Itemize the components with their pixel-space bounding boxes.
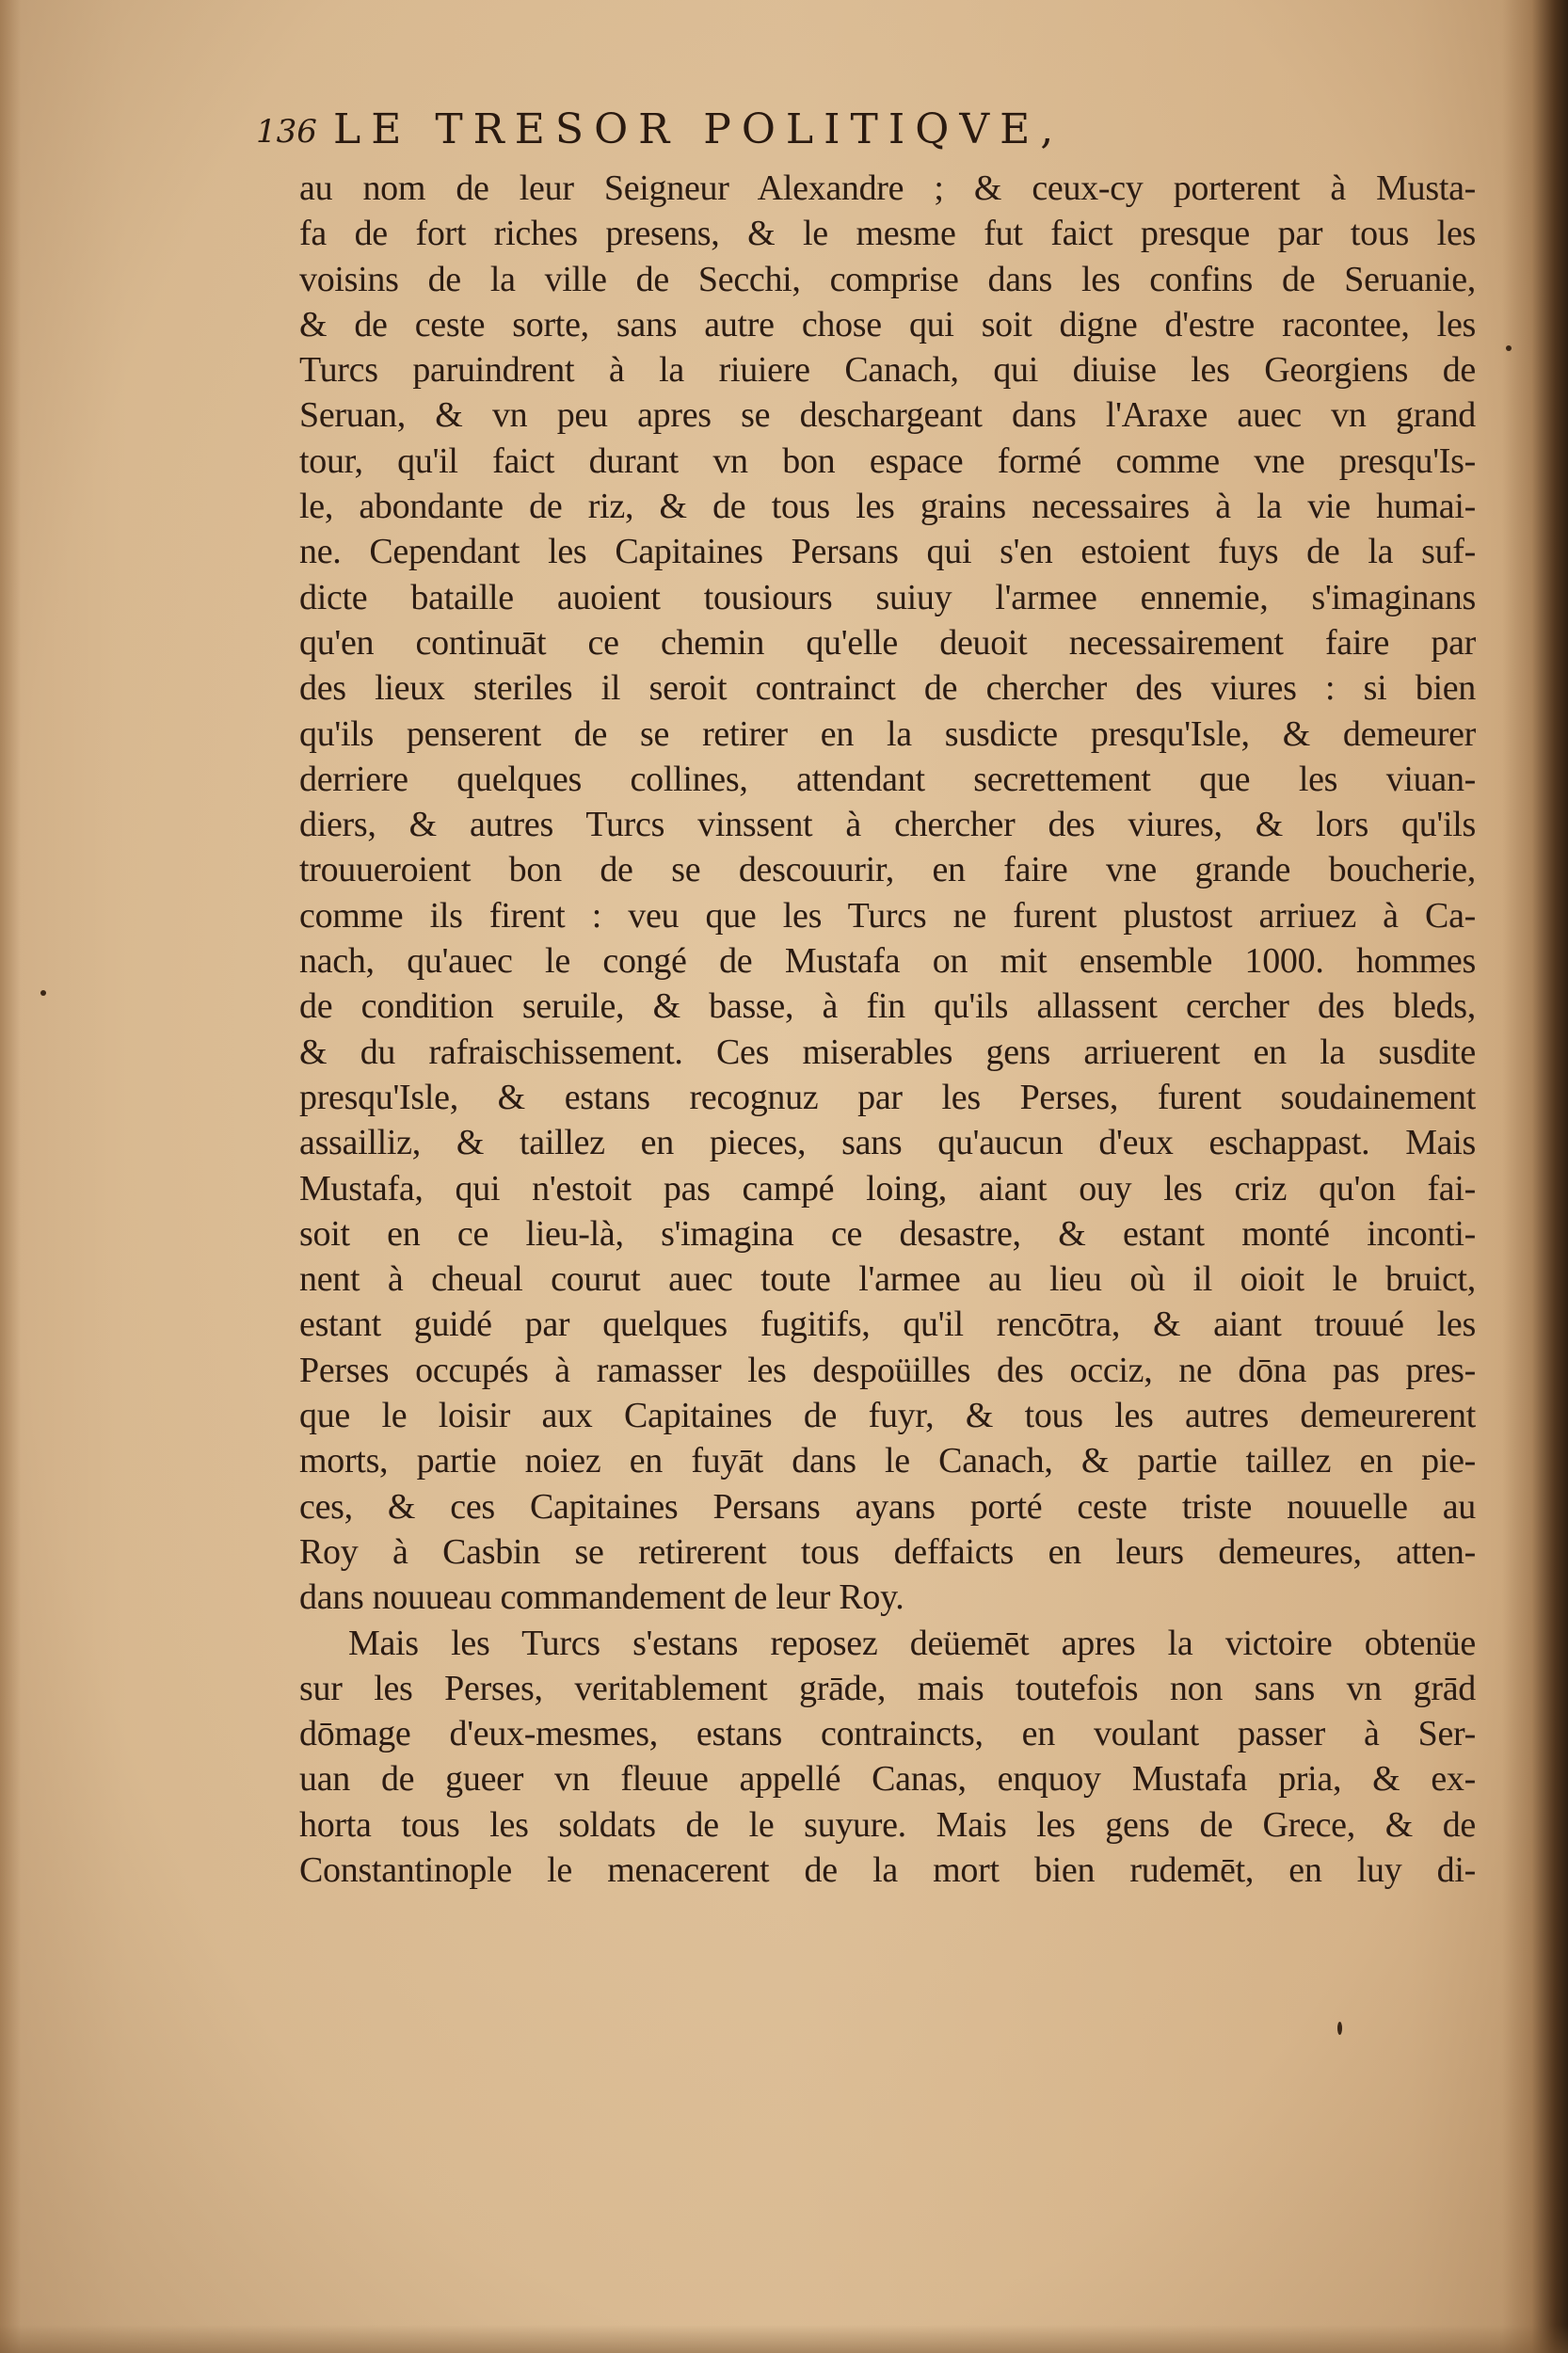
text-line: voisins de la ville de Secchi, comprise dans les confins de Seruanie,	[299, 259, 1476, 299]
text-line: nent à cheual courut auec toute l'armee au lieu où il oioit le bruict,	[299, 1259, 1476, 1300]
text-line: dōmage d'eux-mesmes, estans contraincts, en voulant passer à Ser-	[299, 1714, 1476, 1754]
ink-spot	[1337, 2022, 1342, 2035]
text-line: uan de gueer vn fleuue appellé Canas, enquoy Mustafa pria, & ex-	[299, 1759, 1476, 1800]
text-line: estant guidé par quelques fugitifs, qu'il rencōtra, & aiant trouué les	[299, 1305, 1476, 1345]
text-line: le, abondante de riz, & de tous les grains necessaires à la vie humai-	[299, 487, 1476, 527]
text-line: diers, & autres Turcs vinssent à chercher des viures, & lors qu'ils	[299, 805, 1476, 845]
text-line: qu'en continuāt ce chemin qu'elle deuoit necessairement faire par	[299, 622, 1476, 663]
running-title: LE TRESOR POLITIQVE,	[333, 105, 1064, 153]
text-line: Constantinople le menacerent de la mort bien rudemēt, en luy di-	[299, 1849, 1476, 1890]
page-bottom-edge	[0, 2325, 1568, 2353]
text-line: horta tous les soldats de le suyure. Mais les gens de Grece, & de	[299, 1804, 1476, 1845]
paragraph-2	[299, 1621, 1476, 1894]
text-line: & de ceste sorte, sans autre chose qui soit digne d'estre racontee, les	[299, 304, 1476, 344]
text-line: & du rafraischissement. Ces miserables gens arriuerent en la susdite	[299, 1032, 1476, 1072]
text-line: que le loisir aux Capitaines de fuyr, & tous les autres demeurerent	[299, 1396, 1476, 1436]
text-line: trouueroient bon de se descouurir, en faire vne grande boucherie,	[299, 850, 1476, 890]
text-line: de condition seruile, & basse, à fin qu'ils allassent cercher des bleds,	[299, 986, 1476, 1027]
text-line: ne. Cependant les Capitaines Persans qui s'en estoient fuys de la suf-	[299, 532, 1476, 572]
text-line: au nom de leur Seigneur Alexandre ; & ceux-cy porterent à Musta-	[299, 168, 1476, 208]
page-header	[256, 105, 1310, 162]
text-line: Turcs paruindrent à la riuiere Canach, qui diuise les Georgiens de	[299, 350, 1476, 391]
text-line: sur les Perses, veritablement grāde, mais toutefois non sans vn grād	[299, 1668, 1476, 1708]
text-line: Mais les Turcs s'estans reposez deüemēt apres la victoire obtenüe	[348, 1623, 1476, 1663]
text-line: soit en ce lieu-là, s'imagina ce desastre, & estant monté inconti-	[299, 1213, 1476, 1254]
text-line: Roy à Casbin se retirerent tous deffaicts en leurs demeures, atten-	[299, 1531, 1476, 1572]
text-line: dans nouueau commandement de leur Roy.	[299, 1577, 904, 1618]
text-line: tour, qu'il faict durant vn bon espace formé comme vne presqu'Is-	[299, 440, 1476, 481]
text-line: presqu'Isle, & estans recognuz par les Perses, furent soudainement	[299, 1077, 1476, 1117]
ink-spot	[40, 990, 46, 996]
text-line: morts, partie noiez en fuyāt dans le Canach, & partie taillez en pie-	[299, 1441, 1476, 1481]
text-line: fa de fort riches presens, & le mesme fut faict presque par tous les	[299, 214, 1476, 254]
text-line: Seruan, & vn peu apres se deschargeant dans l'Araxe auec vn grand	[299, 395, 1476, 436]
text-line: assailliz, & taillez en pieces, sans qu'aucun d'eux eschappast. Mais	[299, 1123, 1476, 1163]
text-line: comme ils firent : veu que les Turcs ne furent plustost arriuez à Ca-	[299, 895, 1476, 936]
text-line: qu'ils penserent de se retirer en la susdicte presqu'Isle, & demeurer	[299, 713, 1476, 754]
page-left-edge	[0, 0, 21, 2353]
text-line: nach, qu'auec le congé de Mustafa on mit ensemble 1000. hommes	[299, 941, 1476, 982]
text-line: des lieux steriles il seroit contrainct de chercher des viures : si bien	[299, 668, 1476, 709]
ink-spot	[1506, 345, 1512, 351]
text-line: Mustafa, qui n'estoit pas campé loing, aiant ouy les criz qu'on fai-	[299, 1168, 1476, 1209]
paragraph-1	[299, 166, 1476, 1621]
body-text	[299, 166, 1476, 1893]
text-line: dicte bataille auoient tousiours suiuy l'armee ennemie, s'imaginans	[299, 577, 1476, 617]
book-spine-shadow	[1502, 0, 1568, 2353]
text-line: Perses occupés à ramasser les despoüilles des occiz, ne dōna pas pres-	[299, 1350, 1476, 1390]
text-line: ces, & ces Capitaines Persans ayans porté ceste triste nouuelle au	[299, 1486, 1476, 1527]
page-number: 136	[256, 113, 317, 151]
text-line: derriere quelques collines, attendant secrettement que les viuan-	[299, 759, 1476, 799]
